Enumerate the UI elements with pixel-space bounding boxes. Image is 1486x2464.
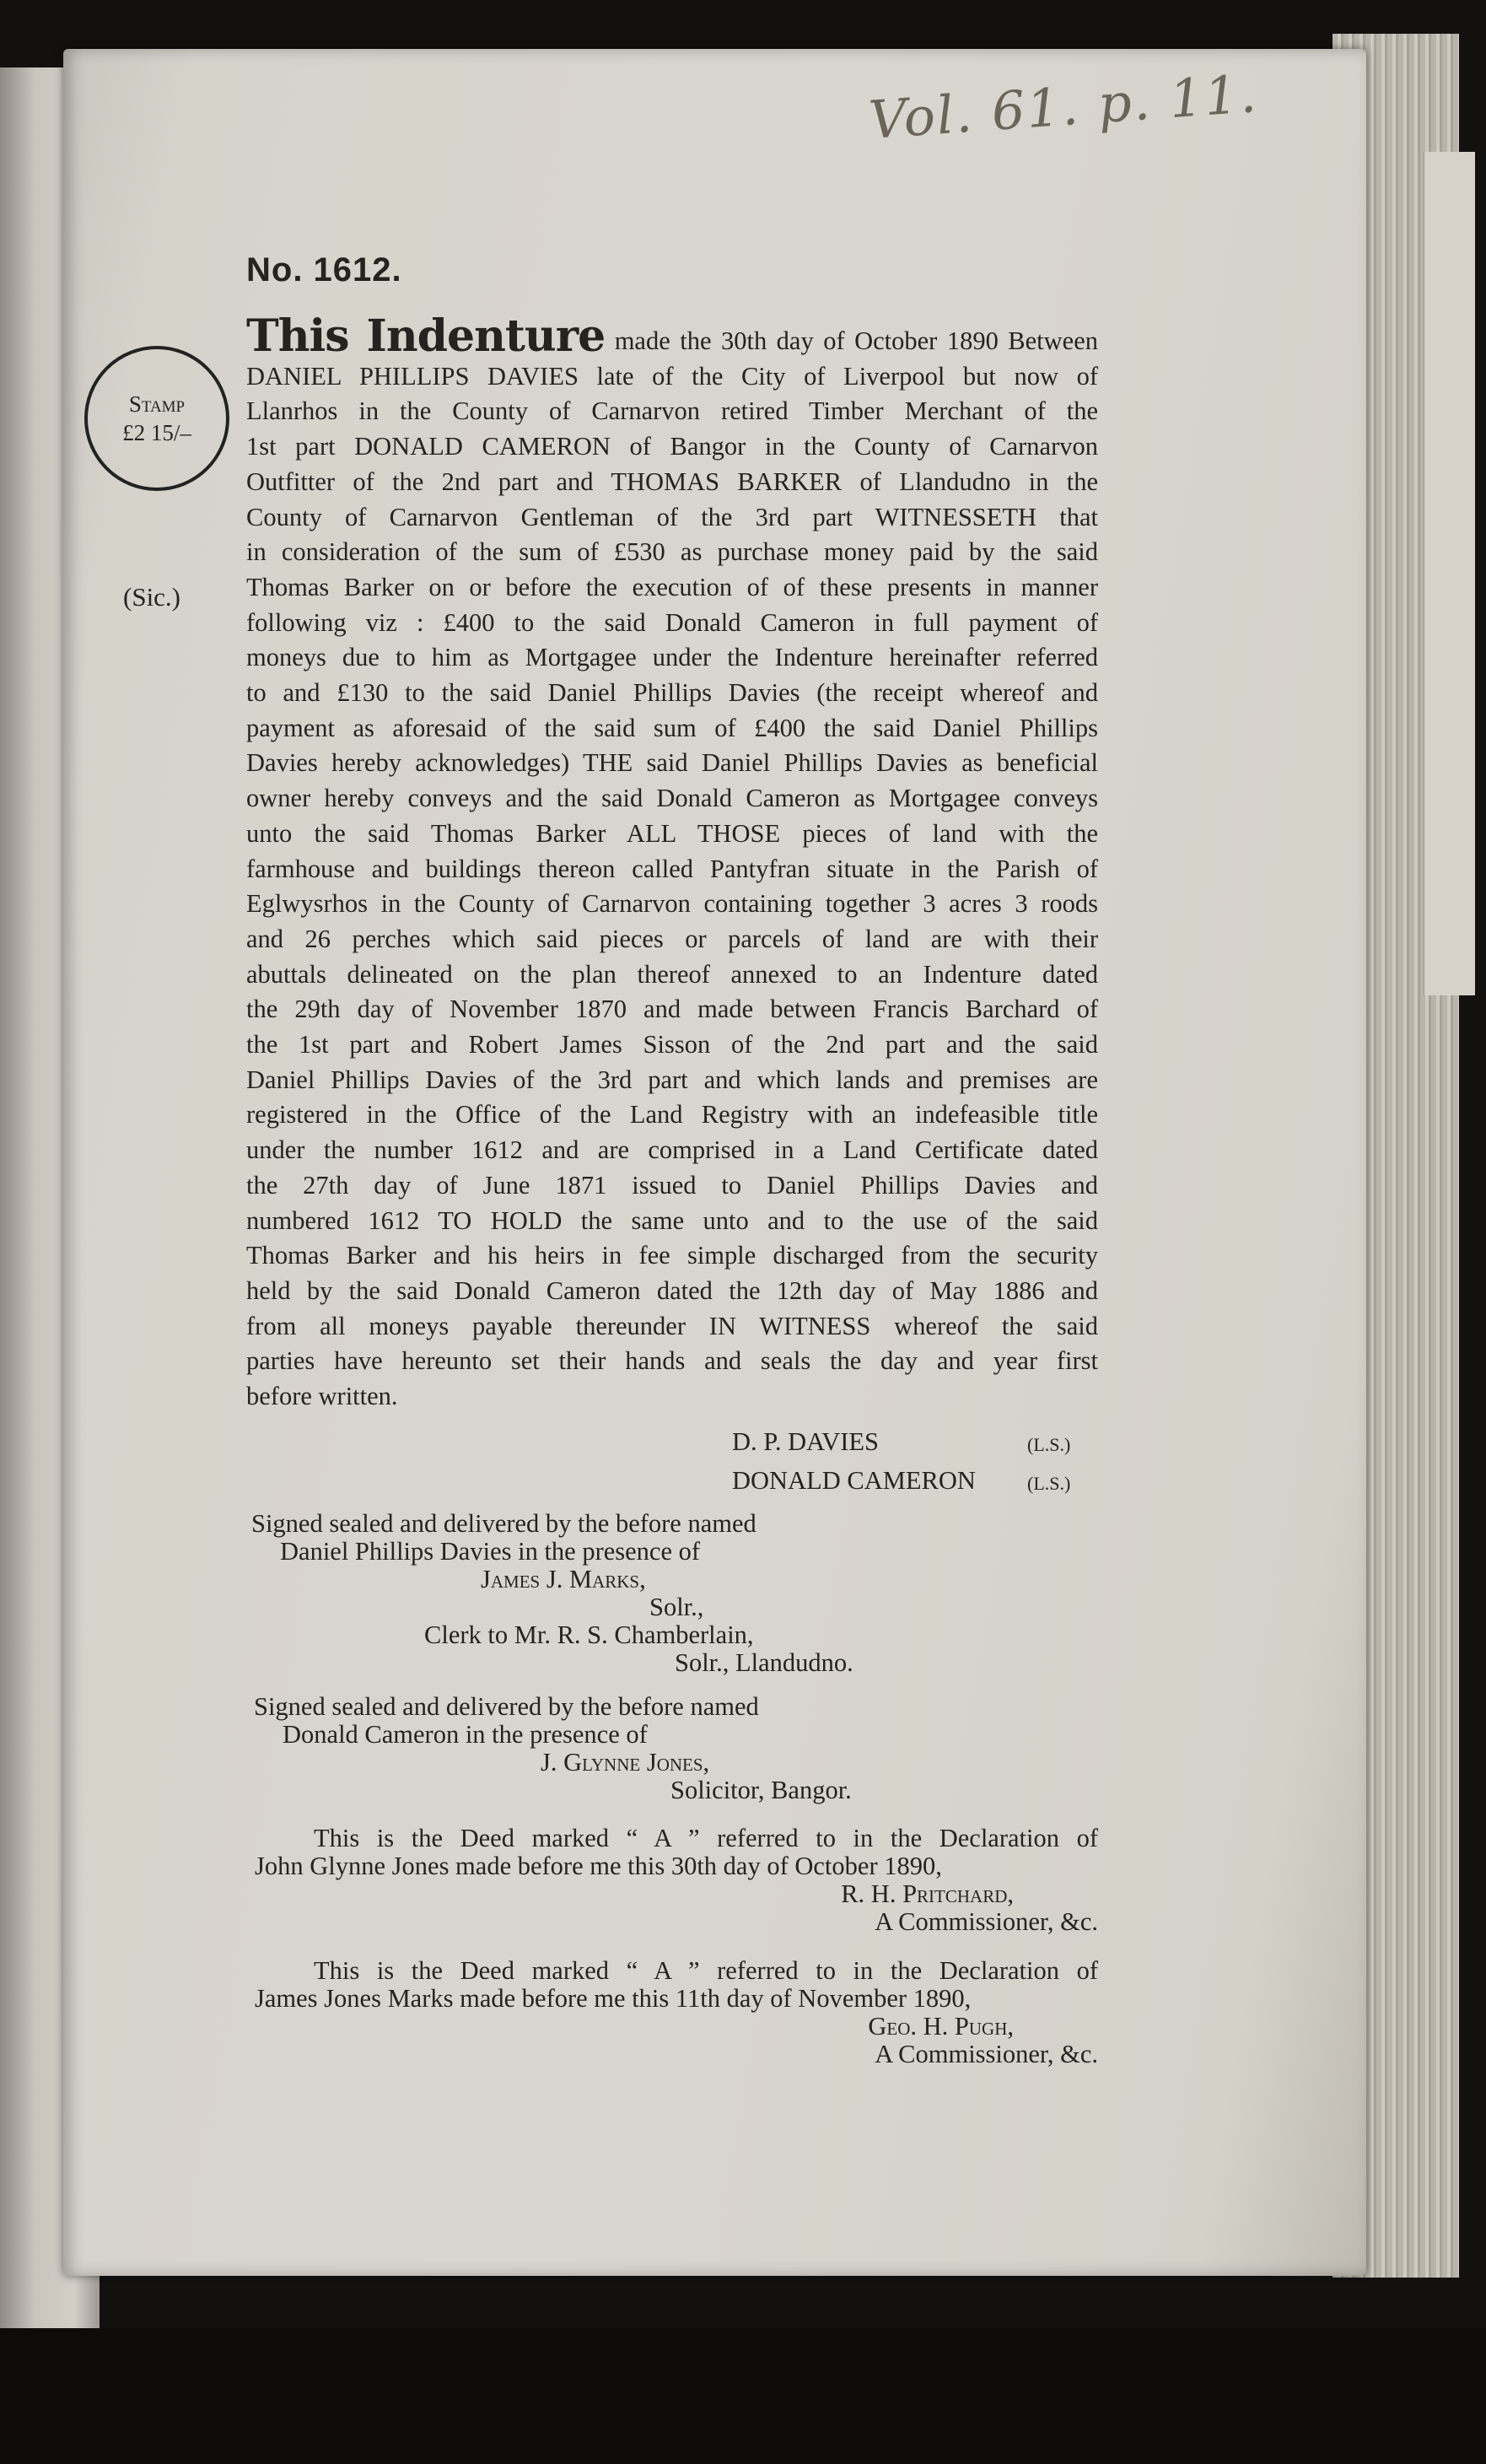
text-line: DANIEL PHILLIPS DAVIES late of the City of Liverpool but now of xyxy=(246,361,1098,391)
text-line: the 1st part and Robert James Sisson of the 2nd part and the said xyxy=(246,1030,1098,1059)
stamp-title: Stamp xyxy=(128,391,186,417)
witness-employer: Clerk to Mr. R. S. Chamberlain, xyxy=(424,1620,754,1649)
signature-row xyxy=(732,1424,1070,1463)
handwritten-reference: Vol. 61. p. 11. xyxy=(867,62,1260,152)
text-line: parties have hereunto set their hands and seals the day and year first xyxy=(246,1346,1098,1376)
signatory-name: DONALD CAMERON xyxy=(732,1466,976,1495)
text-line: numbered 1612 TO HOLD the same unto and to the use of the said xyxy=(246,1205,1098,1235)
margin-note: (Sic.) xyxy=(123,582,181,612)
text-line-content: made the 30th day of October 1890 Between xyxy=(614,326,1099,355)
signatory-name: D. P. DAVIES xyxy=(732,1427,880,1456)
text-line: Davies hereby acknowledges) THE said Daniel Phillips Davies as beneficial xyxy=(246,748,1098,778)
text-line: County of Carnarvon Gentleman of the 3rd part WITNESSETH that xyxy=(246,502,1098,531)
text-line: registered in the Office of the Land Registry with an indefeasible title xyxy=(246,1100,1098,1130)
text-line: from all moneys payable thereunder IN WITNESS whereof the said xyxy=(246,1311,1098,1340)
declaration-line: John Glynne Jones made before me this 30th day of October 1890, xyxy=(255,1852,942,1880)
seal-mark: (L.S.) xyxy=(1027,1434,1071,1455)
text-line: under the number 1612 and are comprised in a Land Certificate dated xyxy=(246,1135,1098,1165)
text-line: farmhouse and buildings thereon called Pantyfran situate in the Parish of xyxy=(246,854,1098,883)
witness-employer-title: Solr., Llandudno. xyxy=(675,1648,853,1677)
text-line: Eglwysrhos in the County of Carnarvon containing together 3 acres 3 roods xyxy=(246,889,1098,919)
text-line: owner hereby conveys and the said Donald Cameron as Mortgagee conveys xyxy=(246,784,1098,813)
text-line: unto the said Thomas Barker ALL THOSE pieces of land with the xyxy=(246,818,1098,848)
text-line: the 27th day of June 1871 issued to Daniel Phillips Davies and xyxy=(246,1170,1098,1200)
commissioner-name: R. H. Pritchard, xyxy=(841,1879,1014,1908)
text-line: payment as aforesaid of the said sum of £400 the said Daniel Phillips xyxy=(246,713,1098,742)
text-line: following viz : £400 to the said Donald Cameron in full payment of xyxy=(246,607,1098,637)
text-line: Llanrhos in the County of Carnarvon retired Timber Merchant of the xyxy=(246,396,1098,426)
text-line: abuttals delineated on the plan thereof annexed to an Indenture dated xyxy=(246,959,1098,989)
attestation-line: Signed sealed and delivered by the before named xyxy=(251,1509,756,1538)
commissioner-name: Geo. H. Pugh, xyxy=(868,2012,1014,2041)
background-shadow xyxy=(0,2328,1486,2464)
attestation-line: Signed sealed and delivered by the before named xyxy=(254,1692,759,1721)
witness-title: Solr., xyxy=(649,1593,704,1621)
text-line: Thomas Barker and his heirs in fee simple discharged from the security xyxy=(246,1241,1098,1270)
seal-mark: (L.S.) xyxy=(1027,1473,1071,1494)
witness-name: J. Glynne Jones, xyxy=(541,1748,710,1777)
attestation-davies xyxy=(251,1510,853,1677)
text-line xyxy=(246,310,1099,362)
commissioner-role: A Commissioner, &c. xyxy=(875,2040,1098,2068)
stamp-amount: £2 15/– xyxy=(122,420,191,445)
text-line: 1st part DONALD CAMERON of Bangor in the County of Carnarvon xyxy=(246,432,1098,461)
attestation-cameron xyxy=(254,1693,852,1804)
text-line: the 29th day of November 1870 and made between Francis Barchard of xyxy=(246,995,1098,1024)
text-line: and 26 perches which said pieces or parcels of land are with their xyxy=(246,924,1098,953)
witness-name: James J. Marks, xyxy=(481,1565,646,1593)
declaration-jones xyxy=(255,1825,1098,1936)
declaration-line: James Jones Marks made before me this 11th day of November 1890, xyxy=(255,1984,972,2013)
witness-title: Solicitor, Bangor. xyxy=(670,1776,852,1804)
declaration-line: This is the Deed marked “ A ” referred to in the Declaration of xyxy=(314,1956,1098,1985)
attestation-line: Daniel Phillips Davies in the presence of xyxy=(280,1537,701,1566)
stamp-duty-mark xyxy=(84,346,229,491)
text-line: to and £130 to the said Daniel Phillips Davies (the receipt whereof and xyxy=(246,678,1098,708)
indenture-text xyxy=(246,310,1099,1415)
text-line: moneys due to him as Mortgagee under the Indenture hereinafter referred xyxy=(246,643,1098,672)
attestation-line: Donald Cameron in the presence of xyxy=(283,1720,648,1749)
folded-insert-edge xyxy=(1424,152,1475,995)
signature-row xyxy=(732,1463,1070,1502)
document-number: No. 1612. xyxy=(246,251,402,288)
declaration-marks xyxy=(255,1957,1098,2068)
text-line: Daniel Phillips Davies of the 3rd part and which lands and premises are xyxy=(246,1065,1098,1094)
text-line: before written. xyxy=(246,1382,398,1411)
text-line: Outfitter of the 2nd part and THOMAS BARKER of Llandudno in the xyxy=(246,466,1098,496)
text-line: in consideration of the sum of £530 as purchase money paid by the said xyxy=(246,537,1098,567)
text-line: Thomas Barker on or before the execution of of these presents in manner xyxy=(246,572,1098,601)
declaration-line: This is the Deed marked “ A ” referred to in the Declaration of xyxy=(314,1824,1098,1852)
signature-block xyxy=(732,1424,1070,1502)
text-line: held by the said Donald Cameron dated the 12th day of May 1886 and xyxy=(246,1275,1098,1305)
indenture-heading: This Indenture xyxy=(246,310,606,362)
commissioner-role: A Commissioner, &c. xyxy=(875,1907,1098,1936)
